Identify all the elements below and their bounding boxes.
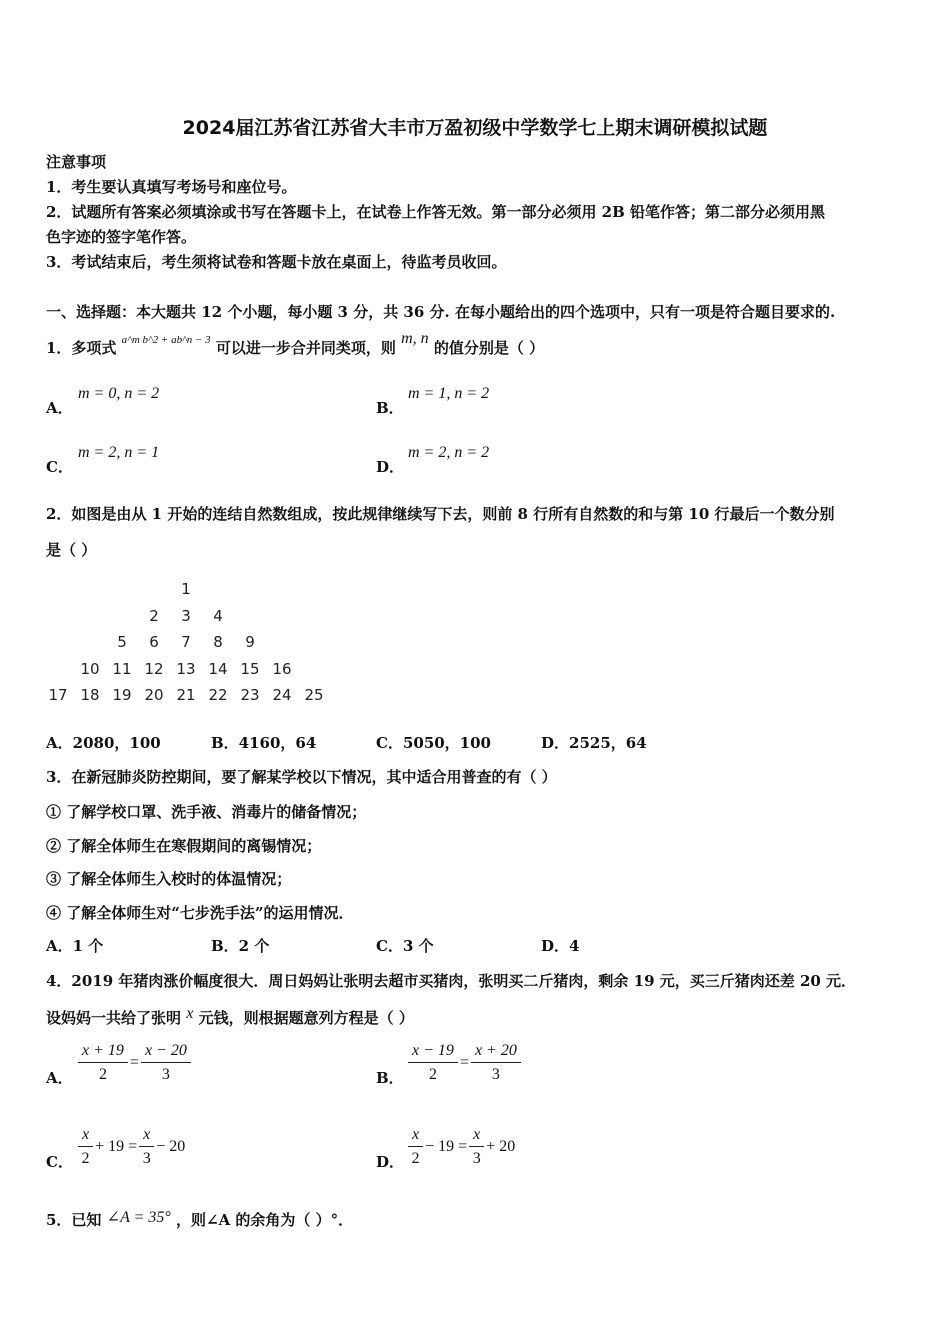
q4-c-frac2-numerator: x (139, 1126, 154, 1147)
q4-stem-b2: 元钱，则根据题意列方程是（ ） (198, 1009, 414, 1027)
triangle-number: 6 (149, 633, 159, 651)
q4-option-c-equation (76, 1126, 185, 1168)
q3-item-1: ① 了解学校口罩、洗手液、消毒片的储备情况； (46, 803, 367, 821)
q1-option-c-label: C． (46, 458, 73, 476)
triangle-number: 9 (245, 633, 255, 651)
q2-stem-cont: 是（ ） (46, 541, 97, 559)
q4-option-b-equation: $\frac{x - 19}{2}$ = $\frac{x + 20}{3}$ (406, 1042, 523, 1084)
triangle-number: 25 (304, 686, 324, 704)
q4-stem-b1: 设妈妈一共给了张明 (46, 1009, 182, 1027)
q4-option-d-label: D． (376, 1153, 405, 1171)
q4-stem: 4．2019 年猪肉涨价幅度很大．周日妈妈让张明去超市买猪肉，张明买二斤猪肉，剩余 19 元，买三斤猪肉还差 20 元． (46, 972, 857, 990)
q4-c-end: − 20 (156, 1138, 186, 1155)
q1-option-a-label: A． (46, 399, 73, 417)
q3-stem: 3．在新冠肺炎防控期间，要了解某学校以下情况，其中适合用普查的有（ ） (46, 768, 557, 786)
q2-stem: 2．如图是由从 1 开始的连结自然数组成，按此规律继续写下去，则前 8 行所有自然数的和与第 10 行最后一个数分别 (46, 505, 835, 523)
q4-c-frac1-numerator: x (78, 1126, 93, 1147)
q2-option-c: C．5050，100 (376, 734, 491, 752)
triangle-number: 22 (208, 686, 228, 704)
q3-option-d: D．4 (541, 937, 580, 955)
q1-stem-a: 1．多项式 (46, 339, 117, 357)
q1-option-c: m = 2, n = 1 (78, 444, 160, 461)
q3-item-4: ④ 了解全体师生对“七步洗手法”的运用情况． (46, 904, 354, 922)
triangle-number: 1 (181, 580, 191, 598)
q4-option-c-label: C． (46, 1153, 73, 1171)
q1-vars: m, n (401, 330, 429, 347)
page-title: 2024届江苏省江苏省大丰市万盈初级中学数学七上期末调研模拟试题 (182, 117, 768, 139)
q2-option-b: B．4160，64 (211, 734, 317, 752)
triangle-number: 17 (48, 686, 68, 704)
notice-item-3: 3．考试结束后，考生须将试卷和答题卡放在桌面上，待监考员收回。 (46, 253, 507, 271)
triangle-number: 19 (112, 686, 132, 704)
q4-d-frac1-denominator: 2 (411, 1150, 420, 1167)
q5-stem-a: 5．已知 (46, 1211, 102, 1229)
q4-a-left-denominator: 2 (98, 1066, 107, 1083)
q5-stem-b: ，则∠A 的余角为（ ）°． (176, 1211, 354, 1229)
triangle-number: 16 (272, 659, 292, 678)
triangle-number: 12 (144, 659, 164, 678)
q1-polynomial: a^m b^2 + ab^n − 3 (121, 334, 211, 346)
triangle-number: 8 (213, 633, 223, 651)
q4-option-b-label: B． (376, 1069, 404, 1087)
q4-a-right-numerator: x − 20 (141, 1042, 191, 1063)
q1-option-d-label: D． (376, 458, 405, 476)
q4-stem-cont (46, 1005, 414, 1029)
triangle-number: 18 (80, 686, 100, 704)
triangle-number: 13 (176, 659, 196, 678)
q4-d-end: + 20 (486, 1138, 516, 1155)
q4-b-left-numerator: x − 19 (408, 1042, 458, 1063)
triangle-number: 10 (80, 659, 100, 678)
section-heading: 一、选择题：本大题共 12 个小题，每小题 3 分，共 36 分. 在每小题给出的四个选项中，只有一项是符合题目要求的. (46, 303, 836, 321)
q4-d-frac2-numerator: x (469, 1126, 484, 1147)
q5-stem (46, 1210, 353, 1231)
q1-stem-b: 可以进一步合并同类项，则 (215, 339, 396, 357)
q4-d-frac1-numerator: x (408, 1126, 423, 1147)
notice-item-1: 1．考生要认真填写考场号和座位号。 (46, 178, 297, 196)
q4-c-frac2-denominator: 3 (142, 1150, 151, 1167)
triangle-number: 14 (208, 659, 228, 678)
q4-b-right-denominator: 3 (491, 1066, 500, 1083)
triangle-number: 21 (176, 686, 196, 704)
q4-d-middle: − 19 = (425, 1138, 468, 1155)
q4-var: x (186, 1005, 194, 1022)
q4-option-d-equation (406, 1126, 515, 1168)
q4-a-right-denominator: 3 (161, 1066, 170, 1083)
q4-c-middle: + 19 = (95, 1138, 138, 1155)
q3-item-2: ② 了解全体师生在寒假期间的离锡情况； (46, 837, 322, 855)
triangle-number: 15 (240, 659, 260, 678)
q3-option-c: C．3 个 (376, 937, 434, 955)
q1-stem (46, 330, 545, 360)
q4-c-frac1-denominator: 2 (81, 1150, 90, 1167)
q1-option-d: m = 2, n = 2 (408, 444, 490, 461)
triangle-number: 20 (144, 686, 164, 704)
q3-item-3: ③ 了解全体师生入校时的体温情况； (46, 870, 292, 888)
q4-d-frac2-denominator: 3 (472, 1150, 481, 1167)
q3-option-a: A．1 个 (46, 937, 104, 955)
q1-stem-c: 的值分别是（ ） (433, 339, 545, 357)
triangle-number: 7 (181, 633, 191, 651)
triangle-number: 3 (181, 606, 191, 625)
q4-b-right-numerator: x + 20 (471, 1042, 521, 1063)
notice-item-2-cont: 色字迹的签字笔作答。 (46, 228, 197, 246)
notice-heading: 注意事项 (46, 153, 107, 171)
triangle-number: 23 (240, 686, 260, 704)
triangle-number: 24 (272, 686, 292, 704)
q4-option-a-equation: $\frac{x + 19}{2}$ = $\frac{x - 20}{3}$ (76, 1042, 193, 1084)
triangle-number: 2 (149, 606, 159, 625)
q4-b-left-denominator: 2 (428, 1066, 437, 1083)
q2-option-a: A．2080，100 (46, 734, 161, 752)
q1-option-b: m = 1, n = 2 (408, 385, 490, 402)
triangle-number: 4 (213, 606, 223, 625)
q2-option-d: D．2525，64 (541, 734, 647, 752)
triangle-number: 11 (112, 659, 132, 678)
q1-option-a: m = 0, n = 2 (78, 385, 160, 402)
q1-option-b-label: B． (376, 399, 404, 417)
notice-item-2: 2．试题所有答案必须填涂或书写在答题卡上，在试卷上作答无效。第一部分必须用 2B 铅笔作答；第二部分必须用黑 (46, 203, 826, 221)
q3-option-b: B．2 个 (211, 937, 270, 955)
q5-angle: ∠A = 35° (106, 1209, 171, 1226)
triangle-number: 5 (117, 633, 127, 651)
q4-option-a-label: A． (46, 1069, 73, 1087)
q4-a-left-numerator: x + 19 (78, 1042, 128, 1063)
